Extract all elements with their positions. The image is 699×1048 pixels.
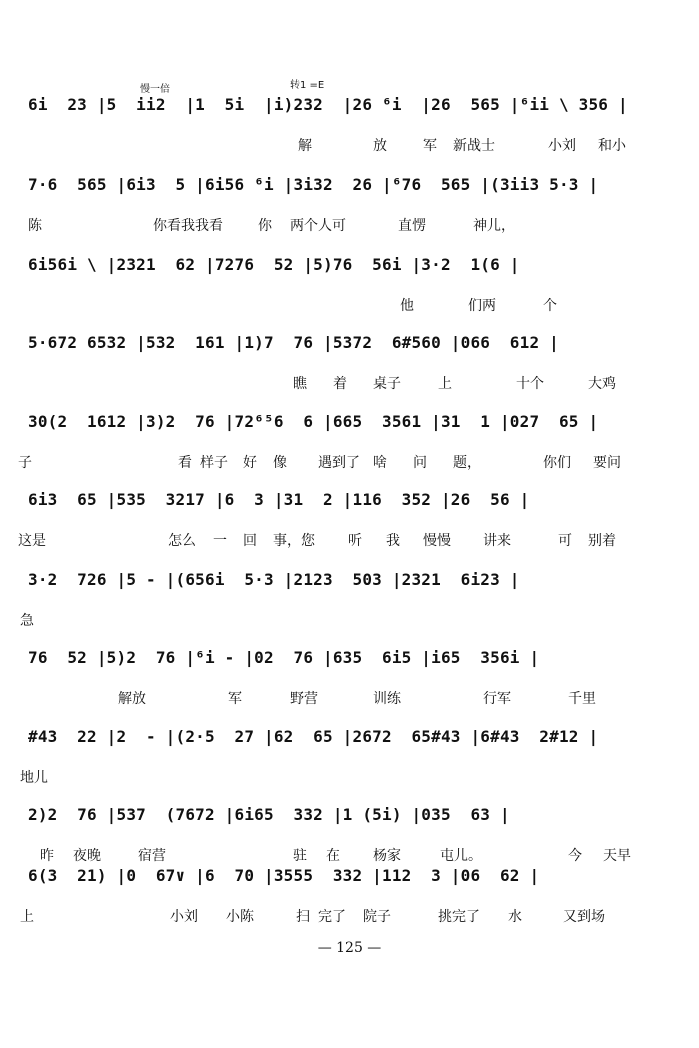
lyric-syllable: 他	[400, 298, 414, 314]
lyric-syllable: 个	[543, 298, 557, 314]
lyric-syllable: 今	[568, 848, 582, 864]
lyric-syllable: 宿营	[138, 848, 166, 864]
lyric-syllable: 训练	[373, 691, 401, 707]
lyric-syllable: 小陈	[226, 909, 254, 925]
notation-line: 7·6 565 |6i3 5 |6i56 ⁶i |3i32 26 |⁶76 565 |(3ii3 5·3 |	[28, 175, 599, 194]
lyric-syllable: 桌子	[373, 376, 401, 392]
lyric-syllable: 和小	[598, 138, 626, 154]
lyric-syllable: 回	[243, 533, 257, 549]
page-number: — 125 —	[317, 940, 382, 956]
lyric-syllable: 要问	[593, 455, 621, 471]
lyric-syllable: 讲来	[483, 533, 511, 549]
notation-line: 6i3 65 |535 3217 |6 3 |31 2 |116 352 |26 56 |	[28, 490, 530, 509]
music-system-9	[20, 727, 673, 807]
lyric-syllable: 十个	[516, 376, 544, 392]
lyric-syllable: 上	[20, 909, 34, 925]
lyric-syllable: 院子	[363, 909, 391, 925]
lyric-syllable: 军	[423, 138, 437, 154]
notation-line: 76 52 |5)2 76 |⁶i - |02 76 |635 6i5 |i65 356i |	[28, 648, 540, 667]
lyric-line	[28, 215, 673, 237]
lyric-line	[18, 530, 673, 552]
lyric-syllable: 慢慢	[423, 533, 451, 549]
lyric-syllable: 屯儿。	[440, 848, 482, 864]
notation-line: 6i 23 |5 ii2 |1 5i |i)232 |26 ⁶i |26 565 |⁶ii \ 356 |	[28, 95, 628, 114]
lyric-syllable: 地儿	[20, 770, 48, 786]
lyric-syllable: 大鸡	[588, 376, 616, 392]
lyric-syllable: 样子	[200, 455, 228, 471]
lyric-syllable: 可	[558, 533, 572, 549]
lyric-syllable: 啥	[373, 455, 387, 471]
lyric-syllable: 遇到了	[318, 455, 360, 471]
lyric-syllable: 新战士	[453, 138, 495, 154]
lyric-syllable: 子	[18, 455, 32, 471]
lyric-syllable: 看	[178, 455, 192, 471]
notation-line: 2)2 76 |537 (7672 |6i65 332 |1 (5i) |035 63 |	[28, 805, 510, 824]
lyric-syllable: 问	[413, 455, 427, 471]
lyric-syllable: 事，您	[273, 533, 315, 549]
lyric-line	[28, 845, 673, 867]
music-system-5	[18, 412, 673, 492]
music-system-4	[28, 333, 673, 413]
lyric-syllable: 像	[273, 455, 287, 471]
lyric-syllable: 小刘	[548, 138, 576, 154]
lyric-syllable: 这是	[18, 533, 46, 549]
music-system-3	[28, 255, 673, 335]
lyric-syllable: 解	[298, 138, 312, 154]
lyric-syllable: 两个人可	[290, 218, 346, 234]
notation-line: 5·672 6532 |532 161 |1)7 76 |5372 6#560 |066 612 |	[28, 333, 559, 352]
lyric-syllable: 上	[438, 376, 452, 392]
lyric-syllable: 又到场	[563, 909, 605, 925]
lyric-syllable: 们两	[468, 298, 496, 314]
lyric-syllable: 解放	[118, 691, 146, 707]
notation-line: #43 22 |2 - |(2·5 27 |62 65 |2672 65#43 |6#43 2#12 |	[28, 727, 599, 746]
lyric-line	[28, 135, 673, 157]
lyric-syllable: 着	[333, 376, 347, 392]
lyric-syllable: 野营	[290, 691, 318, 707]
lyric-syllable: 题，	[453, 455, 481, 471]
lyric-syllable: 夜晚	[73, 848, 101, 864]
lyric-syllable: 直愣	[398, 218, 426, 234]
lyric-syllable: 行军	[483, 691, 511, 707]
lyric-syllable: 水	[508, 909, 522, 925]
lyric-syllable: 千里	[568, 691, 596, 707]
lyric-syllable: 昨	[40, 848, 54, 864]
notation-line: 3·2 726 |5 - |(656i 5·3 |2123 503 |2321 6i23 |	[28, 570, 520, 589]
music-system-2	[28, 175, 673, 255]
lyric-syllable: 急	[20, 613, 34, 629]
lyric-line	[28, 373, 673, 395]
lyric-line	[28, 295, 673, 317]
music-system-8	[28, 648, 673, 728]
music-system-1	[28, 95, 673, 175]
lyric-syllable: 一	[213, 533, 227, 549]
lyric-syllable: 军	[228, 691, 242, 707]
lyric-syllable: 挑完了	[438, 909, 480, 925]
lyric-line	[20, 906, 673, 928]
lyric-syllable: 杨家	[373, 848, 401, 864]
lyric-syllable: 放	[373, 138, 387, 154]
lyric-line	[18, 452, 673, 474]
notation-line: 6i56i \ |2321 62 |7276 52 |5)76 56i |3·2 1(6 |	[28, 255, 520, 274]
lyric-syllable: 完了	[318, 909, 346, 925]
lyric-line	[28, 688, 673, 710]
lyric-line	[20, 767, 673, 789]
lyric-syllable: 神儿，	[473, 218, 515, 234]
lyric-syllable: 陈	[28, 218, 42, 234]
lyric-line	[20, 610, 673, 632]
lyric-syllable: 你看我我看	[153, 218, 223, 234]
tempo-marking: 慢一倍	[140, 84, 170, 95]
music-system-6	[18, 490, 673, 570]
lyric-syllable: 听	[348, 533, 362, 549]
lyric-syllable: 瞧	[293, 376, 307, 392]
notation-line: 6(3 21) |0 67∨ |6 70 |3555 332 |112 3 |06 62 |	[28, 866, 540, 885]
lyric-syllable: 在	[326, 848, 340, 864]
lyric-syllable: 扫	[296, 909, 310, 925]
lyric-syllable: 好	[243, 455, 257, 471]
lyric-syllable: 你们	[543, 455, 571, 471]
lyric-syllable: 怎么	[168, 533, 196, 549]
music-system-7	[20, 570, 673, 650]
key-change-marking: 转1 =E	[290, 80, 325, 91]
lyric-syllable: 你	[258, 218, 272, 234]
lyric-syllable: 驻	[293, 848, 307, 864]
lyric-syllable: 小刘	[170, 909, 198, 925]
music-system-11	[20, 866, 673, 946]
lyric-syllable: 我	[386, 533, 400, 549]
notation-line: 30(2 1612 |3)2 76 |72⁶⁵6 6 |665 3561 |31 1 |027 65 |	[28, 412, 599, 431]
lyric-syllable: 天早	[603, 848, 631, 864]
lyric-syllable: 别着	[588, 533, 616, 549]
